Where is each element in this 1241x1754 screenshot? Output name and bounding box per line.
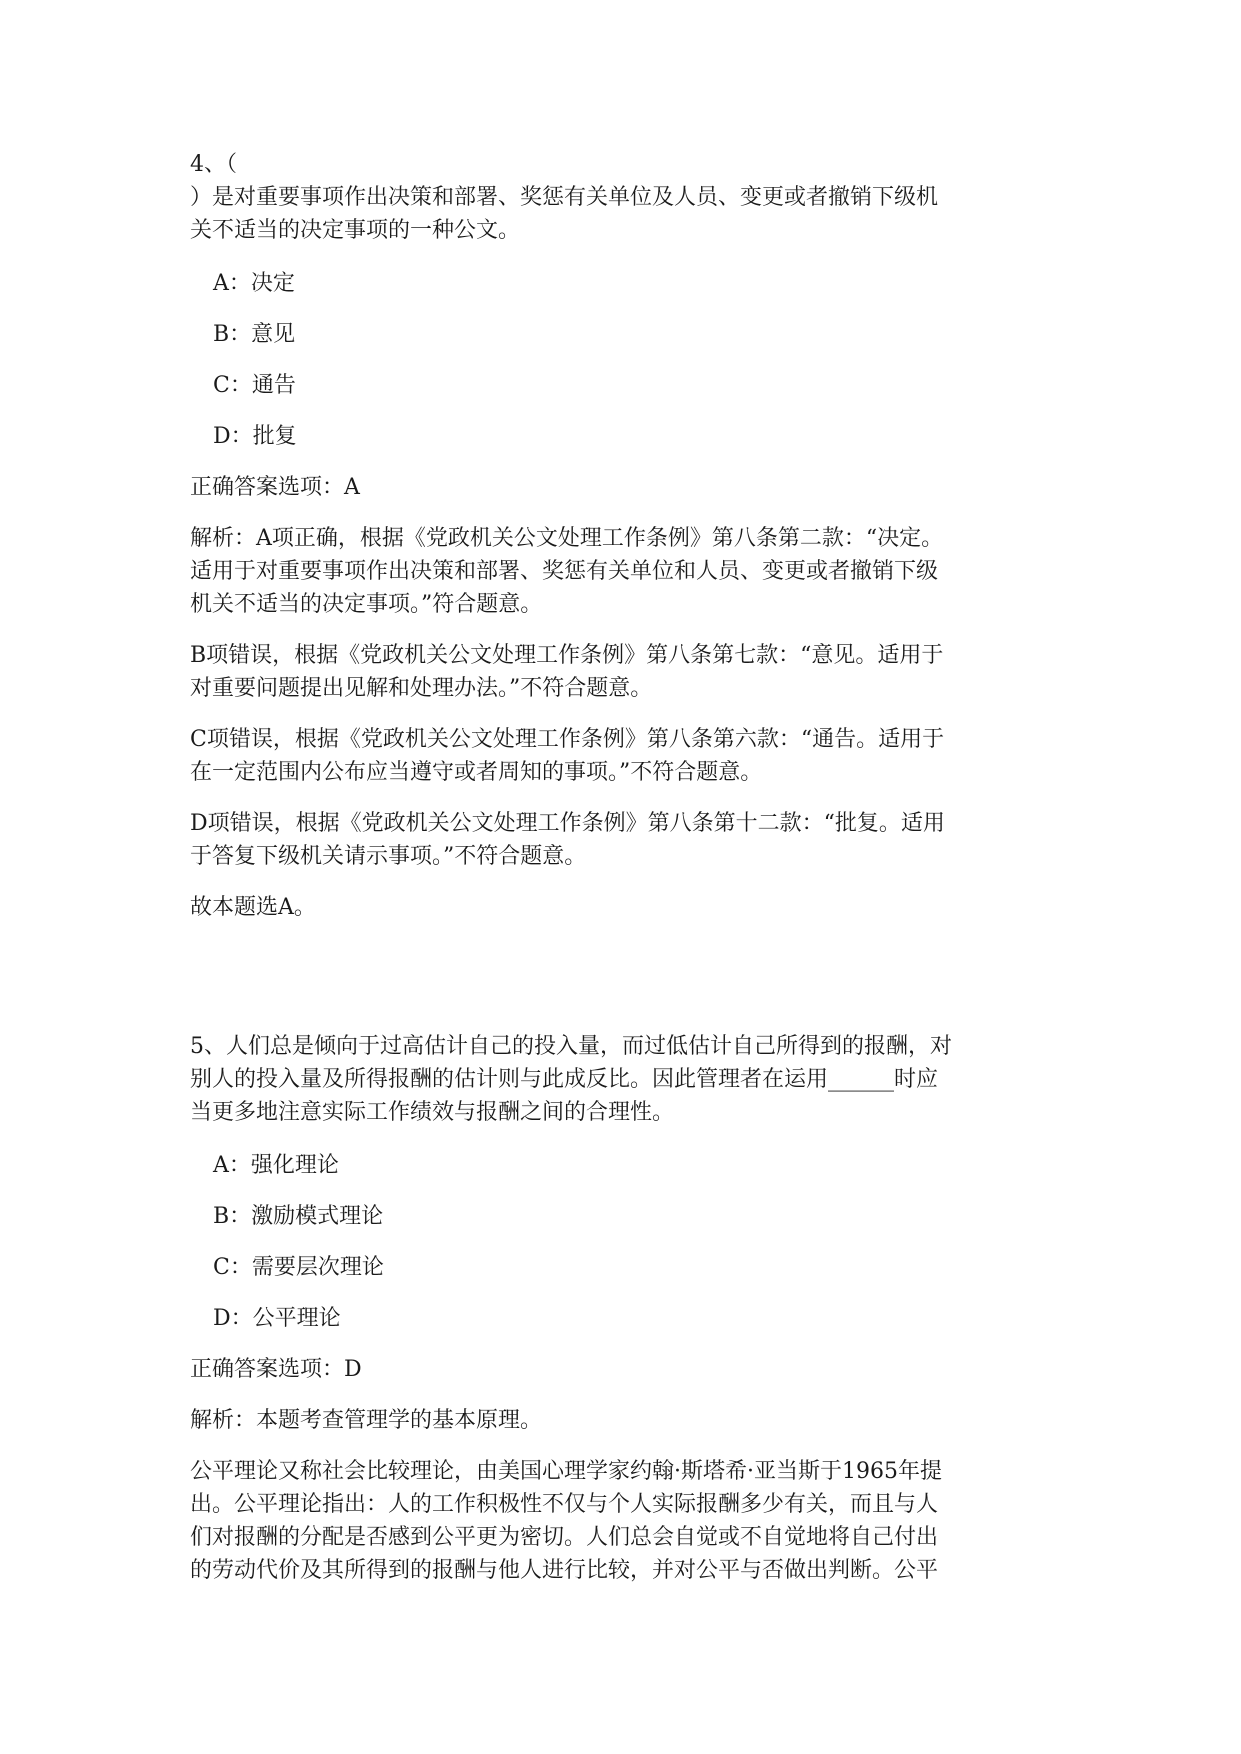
analysis-line: 们对报酬的分配是否感到公平更为密切。人们总会自觉或不自觉地将自己付出: [190, 1525, 939, 1550]
option-text: 意见: [251, 322, 296, 347]
answer-line: 正确答案选项：A: [190, 475, 360, 500]
analysis-paragraph: [190, 1404, 1062, 1437]
option-letter: B：: [213, 1204, 252, 1229]
option-a: [213, 1149, 1062, 1182]
analysis-paragraph: [190, 639, 1062, 705]
option-c: [213, 369, 1062, 402]
analysis-paragraph: [190, 807, 1062, 873]
stem-line: 当更多地注意实际工作绩效与报酬之间的合理性。: [190, 1100, 675, 1125]
option-b: [213, 318, 1062, 351]
option-letter: A：: [213, 271, 251, 296]
option-text: 需要层次理论: [251, 1255, 384, 1280]
option-letter: C：: [213, 1255, 252, 1280]
option-text: 通告: [251, 373, 296, 398]
analysis-line: 适用于对重要事项作出决策和部署、奖惩有关单位和人员、变更或者撤销下级: [190, 559, 939, 584]
stem-line: ）是对重要事项作出决策和部署、奖惩有关单位及人员、变更或者撤销下级机: [190, 185, 939, 210]
analysis-paragraph: [190, 522, 1062, 621]
stem-line: 5、人们总是倾向于过高估计自己的投入量，而过低估计自己所得到的报酬，对: [190, 1034, 952, 1059]
option-text: 决定: [250, 271, 295, 296]
analysis-line: D项错误，根据《党政机关公文处理工作条例》第八条第十二款：“批复。适用: [190, 811, 945, 836]
option-b: [213, 1200, 1062, 1233]
option-letter: B：: [213, 322, 252, 347]
option-text: 强化理论: [250, 1153, 339, 1178]
question-stem: [190, 148, 1062, 247]
analysis-line: 解析：本题考查管理学的基本原理。: [190, 1408, 543, 1433]
option-c: [213, 1251, 1062, 1284]
stem-line: 别人的投入量及所得报酬的估计则与此成反比。因此管理者在运用______时应: [190, 1067, 939, 1092]
option-letter: A：: [213, 1153, 251, 1178]
option-text: 批复: [252, 424, 297, 449]
analysis-line: 对重要问题提出见解和处理办法。”不符合题意。: [190, 676, 653, 701]
analysis-line: 公平理论又称社会比较理论，由美国心理学家约翰·斯塔希·亚当斯于1965年提: [190, 1459, 942, 1484]
analysis-line: 的劳动代价及其所得到的报酬与他人进行比较，并对公平与否做出判断。公平: [190, 1558, 939, 1583]
option-letter: D：: [213, 424, 253, 449]
stem-line: 关不适当的决定事项的一种公文。: [190, 218, 521, 243]
option-text: 公平理论: [252, 1306, 341, 1331]
question-5: [190, 1030, 1062, 1587]
stem-line: 4、（: [190, 152, 237, 177]
analysis-line: 于答复下级机关请示事项。”不符合题意。: [190, 844, 587, 869]
analysis-line: C项错误，根据《党政机关公文处理工作条例》第八条第六款：“通告。适用于: [190, 727, 945, 752]
option-d: [213, 420, 1062, 453]
option-d: [213, 1302, 1062, 1335]
question-stem: [190, 1030, 1062, 1129]
option-letter: D：: [213, 1306, 253, 1331]
analysis-line: 解析：A项正确，根据《党政机关公文处理工作条例》第八条第二款：“决定。: [190, 526, 944, 551]
document-page: [190, 148, 1062, 1587]
analysis-paragraph: [190, 723, 1062, 789]
analysis-paragraph: [190, 1455, 1062, 1587]
option-a: [213, 267, 1062, 300]
analysis-line: 出。公平理论指出：人的工作积极性不仅与个人实际报酬多少有关，而且与人: [190, 1492, 939, 1517]
analysis-line: 在一定范围内公布应当遵守或者周知的事项。”不符合题意。: [190, 760, 763, 785]
analysis-line: B项错误，根据《党政机关公文处理工作条例》第八条第七款：“意见。适用于: [190, 643, 944, 668]
option-text: 激励模式理论: [251, 1204, 384, 1229]
conclusion-line: 故本题选A。: [190, 895, 316, 920]
option-letter: C：: [213, 373, 252, 398]
analysis-line: 机关不适当的决定事项。”符合题意。: [190, 592, 543, 617]
answer-line: 正确答案选项：D: [190, 1357, 362, 1382]
question-4: [190, 148, 1062, 924]
